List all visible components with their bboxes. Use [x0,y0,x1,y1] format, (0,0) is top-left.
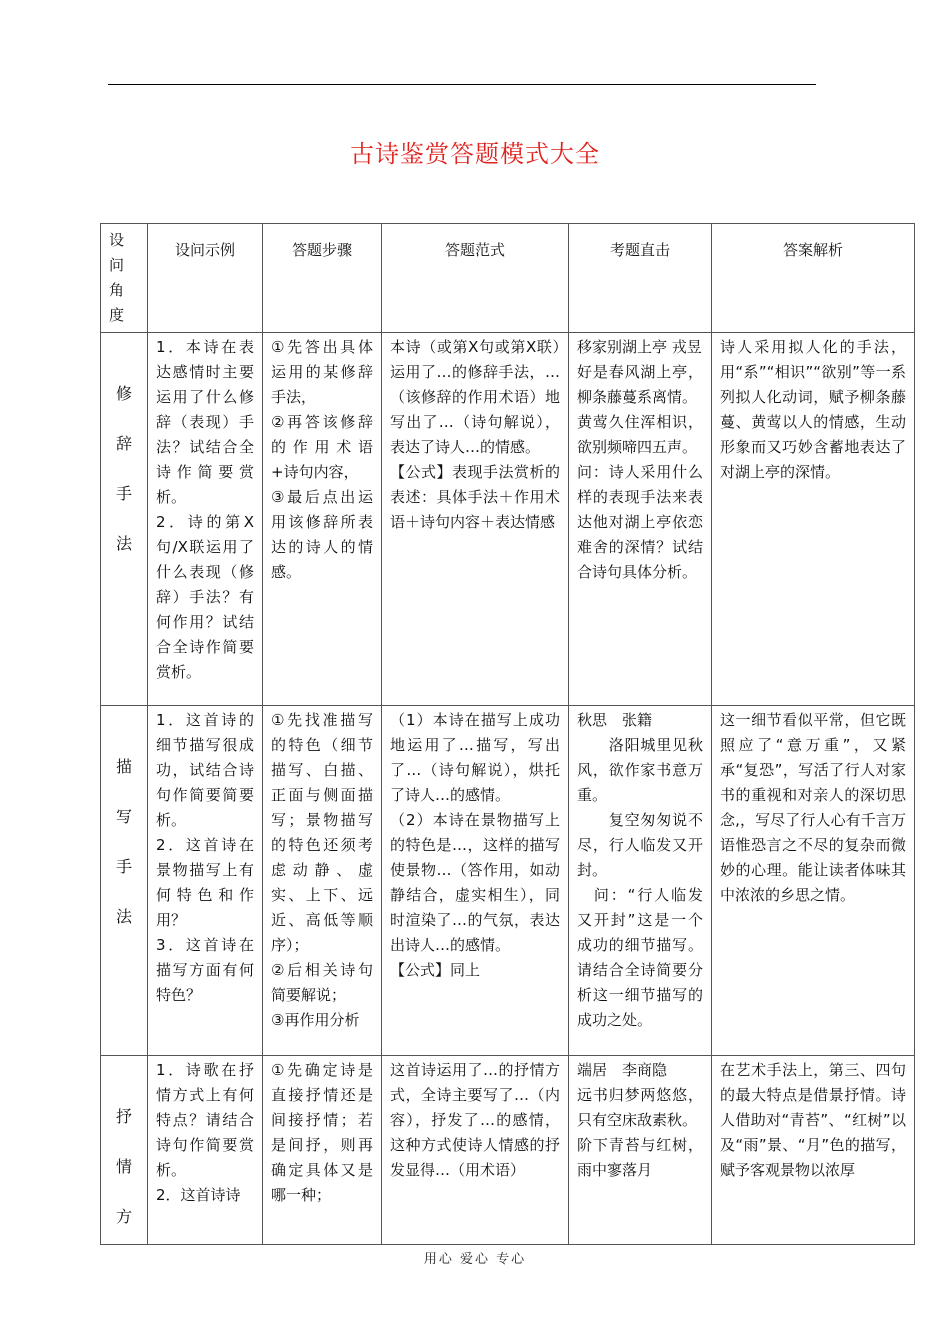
page-title: 古诗鉴赏答题模式大全 [350,140,600,168]
row-question: 端居 李商隐 远书归梦两悠悠，只有空床敌素秋。 阶下青苔与红树，雨中寥落月 [569,1056,712,1245]
row-answer: 这一细节看似平常，但它既照应了“意万重”，又紧承“复恐”，写活了行人对家书的重视和对亲人的深切思念,，写尽了行人心有千言万语惟恐言之不尽的复杂而微妙的心理。能让读者体味其中浓浓的乡思之情。 [712,706,915,1056]
row-steps: ①先答出具体运用的某修辞手法， ②再答该修辞的作用术语+诗句内容， ③最后点出运用该修辞所表达的诗人的情感。 [263,333,382,706]
row-steps: ①先确定诗是直接抒情还是间接抒情；若是间抒，则再确定具体又是哪一种； [263,1056,382,1245]
answer-pattern-table [100,223,915,1245]
row-template: （1）本诗在描写上成功地运用了…描写，写出了…（诗句解说），烘托了诗人…的感情。 （2）本诗在景物描写上的特色是…，这样的描写使景物…（答作用，如动静结合，虚实相生），同时渲染了…的气氛，表达出诗人…的感情。 【公式】同上 [382,706,569,1056]
header-rule [108,84,816,85]
header-question: 考题直击 [569,224,712,333]
row-steps: ①先找准描写的特色（细节描写、白描、正面与侧面描写；景物描写的特色还须考虑动静、虚实、上下、远近、高低等顺序）； ②后相关诗句简要解说； ③再作用分析 [263,706,382,1056]
row-question: 秋思 张籍 洛阳城里见秋风，欲作家书意万重。 复空匆匆说不尽，行人临发又开封。 问：“行人临发又开封”这是一个成功的细节描写。请结合全诗简要分析这一细节描写的成功之处。 [569,706,712,1056]
row-template: 本诗（或第X句或第X联）运用了…的修辞手法，…（该修辞的作用术语）地写出了…（诗句解说），表达了诗人…的情感。 【公式】表现手法赏析的表述：具体手法＋作用术语＋诗句内容＋表达情感 [382,333,569,706]
table-header-row [101,224,915,333]
row-answer: 在艺术手法上，第三、四句的最大特点是借景抒情。诗人借助对“青苔”、“红树”以及“雨”景、“月”色的描写，赋予客观景物以浓厚 [712,1056,915,1245]
row-template: 这首诗运用了…的抒情方式，全诗主要写了…（内容），抒发了…的感情，这种方式使诗人情感的抒发显得…（用术语） [382,1056,569,1245]
header-template: 答题范式 [382,224,569,333]
table-row [101,1056,915,1245]
header-angle: 设 问 角 度 [101,224,148,333]
row-angle: 描 写 手 法 [101,706,148,1056]
table-row [101,706,915,1056]
header-answer: 答案解析 [712,224,915,333]
row-examples: 1．这首诗的细节描写很成功，试结合诗句作简要简要析。 2．这首诗在景物描写上有何特色和作用？ 3．这首诗在描写方面有何特色？ [148,706,263,1056]
row-examples: 1．本诗在表达感情时主要运用了什么修辞（表现）手法？试结合全诗作简要赏析。 2．诗的第X句/X联运用了什么表现（修辞）手法？有何作用？试结合全诗作简要赏析。 [148,333,263,706]
row-question: 移家别湖上亭 戎昱 好是春风湖上亭，柳条藤蔓系离情。 黄莺久住浑相识，欲别频啼四五声。 问：诗人采用什么样的表现手法来表达他对湖上亭依恋难舍的深情？试结合诗句具体分析。 [569,333,712,706]
table-row [101,333,915,706]
row-examples: 1．诗歌在抒情方式上有何特点？请结合诗句作简要赏析。 2．这首诗诗 [148,1056,263,1245]
page-footer: 用心 爱心 专心 [423,1252,527,1267]
row-answer: 诗人采用拟人化的手法，用“系”“相识”“欲别”等一系列拟人化动词，赋予柳条藤蔓、黄莺以人的情感，生动形象而又巧妙含蓄地表达了对湖上亭的深情。 [712,333,915,706]
row-angle: 修 辞 手 法 [101,333,148,706]
header-steps: 答题步骤 [263,224,382,333]
header-examples: 设问示例 [148,224,263,333]
row-angle: 抒 情 方 [101,1056,148,1245]
